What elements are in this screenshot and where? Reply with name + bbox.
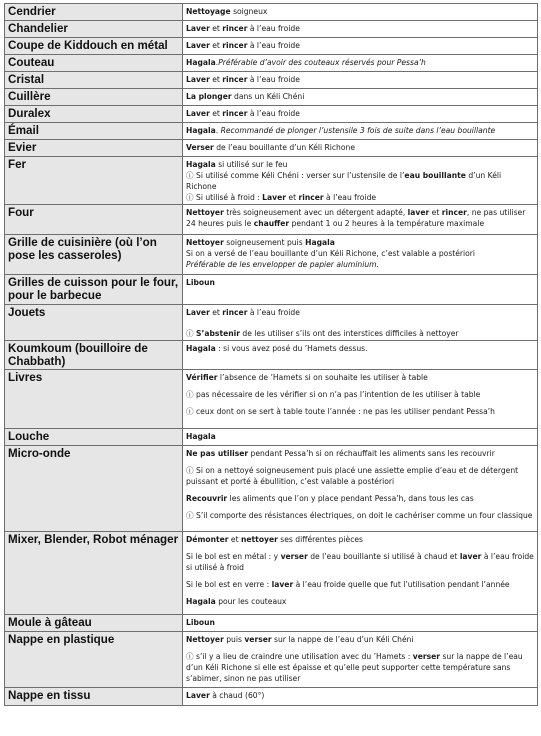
table-row bbox=[5, 157, 538, 205]
bold-text: rincer bbox=[222, 41, 248, 50]
instruction-line bbox=[186, 596, 534, 607]
text-segment: ⓘ pas nécessaire de les vérifier si on n’a pas l’intention de les utiliser à table bbox=[186, 390, 481, 399]
bold-text: Nettoyer bbox=[186, 208, 224, 217]
text-segment: : si vous avez posé du ’Hamets dessus. bbox=[215, 344, 368, 353]
instruction-line bbox=[186, 6, 534, 17]
text-segment: sur la nappe de l’eau d’un Kéli Richone si elle est épaisse et qu’elle peut supporter cette température sans s’abimer, sinon ne pas utiliser bbox=[186, 652, 523, 683]
item-name: Nappe en tissu bbox=[5, 688, 183, 706]
item-instructions bbox=[183, 532, 538, 615]
item-name: Louche bbox=[5, 429, 183, 446]
item-instructions bbox=[183, 615, 538, 632]
instruction-line bbox=[186, 57, 534, 68]
instruction-line bbox=[186, 40, 534, 51]
bold-text: S’abstenir bbox=[196, 329, 240, 338]
bold-text: Vérifier bbox=[186, 373, 218, 382]
text-segment: et bbox=[209, 41, 223, 50]
text-segment: à l’eau froide bbox=[247, 24, 300, 33]
table-row bbox=[5, 615, 538, 632]
bold-text: Laver bbox=[186, 691, 210, 700]
text-segment: si utilisé sur le feu bbox=[215, 160, 288, 169]
instruction-line bbox=[186, 372, 534, 383]
table-row bbox=[5, 38, 538, 55]
bold-text: laver bbox=[407, 208, 430, 217]
text-segment: à l’eau froide bbox=[247, 109, 300, 118]
item-instructions bbox=[183, 275, 538, 305]
table-row bbox=[5, 305, 538, 341]
bold-text: Liboun bbox=[186, 278, 215, 287]
bold-text: rincer bbox=[298, 193, 324, 202]
italic-text: Préférable de les envelopper de papier aluminium. bbox=[186, 260, 379, 269]
text-segment: et bbox=[285, 193, 299, 202]
bold-text: nettoyer bbox=[241, 535, 278, 544]
bold-text: Nettoyer bbox=[186, 238, 224, 247]
text-segment: ⓘ bbox=[186, 329, 197, 338]
instruction-line bbox=[186, 74, 534, 85]
instruction-line bbox=[186, 108, 534, 119]
bold-text: Nettoyage bbox=[186, 7, 231, 16]
bold-text: Laver bbox=[186, 75, 210, 84]
text-segment: pour les couteaux bbox=[215, 597, 287, 606]
bold-text: chauffer bbox=[253, 219, 290, 228]
italic-text: Préférable d’avoir des couteaux réservés pour Pessa’h bbox=[218, 58, 426, 67]
text-segment: Si on a versé de l’eau bouillante d’un Kéli Richone, c’est valable a postériori bbox=[186, 249, 476, 258]
item-name: Coupe de Kiddouch en métal bbox=[5, 38, 183, 55]
text-segment: sur la nappe de l’eau d’un Kéli Chéni bbox=[271, 635, 414, 644]
bold-text: Verser bbox=[186, 143, 214, 152]
bold-text: laver bbox=[271, 580, 294, 589]
item-instructions bbox=[183, 123, 538, 140]
text-segment: et bbox=[209, 308, 223, 317]
item-name: Koumkoum (bouilloire de Chabbath) bbox=[5, 341, 183, 370]
text-segment: ⓘ Si on a nettoyé soigneusement puis placé une assiette emplie d’eau et de détergent puissant et porté à ébullition, c’est valable a postériori bbox=[186, 466, 519, 486]
text-segment: dans un Kéli Chéni bbox=[231, 92, 305, 101]
item-name: Cuillère bbox=[5, 89, 183, 106]
text-segment: pendant Pessa’h si on réchauffait les aliments sans les recouvrir bbox=[248, 449, 495, 458]
text-segment: ⓘ S’il comporte des résistances électriques, on doit le cachériser comme un four classique bbox=[186, 511, 533, 520]
item-name: Four bbox=[5, 205, 183, 235]
item-name: Chandelier bbox=[5, 21, 183, 38]
item-name: Livres bbox=[5, 370, 183, 429]
bold-text: Hagala bbox=[186, 344, 216, 353]
table-row bbox=[5, 532, 538, 615]
table-row bbox=[5, 55, 538, 72]
text-segment: et bbox=[429, 208, 442, 217]
text-segment: . bbox=[215, 126, 221, 135]
instruction-line bbox=[186, 510, 534, 521]
text-segment: et bbox=[228, 535, 241, 544]
text-segment: ⓘ ceux dont on se sert à table toute l’année : ne pas les utiliser pendant Pessa’h bbox=[186, 407, 495, 416]
table-row bbox=[5, 123, 538, 140]
text-segment: de les utiliser s’ils ont des interstices difficiles à nettoyer bbox=[239, 329, 459, 338]
text-segment: ses différentes pièces bbox=[277, 535, 364, 544]
instruction-line bbox=[186, 651, 534, 684]
instruction-line bbox=[186, 343, 534, 354]
bold-text: rincer bbox=[222, 75, 248, 84]
text-segment: soigneusement puis bbox=[223, 238, 306, 247]
instruction-line bbox=[186, 23, 534, 34]
table-row bbox=[5, 205, 538, 235]
italic-text: Recommandé de plonger l’ustensile 3 fois de suite dans l’eau bouillante bbox=[220, 126, 496, 135]
bold-text: rincer bbox=[222, 308, 248, 317]
text-segment: , ne pas utiliser 24 heures puis le bbox=[186, 208, 526, 228]
instruction-line bbox=[186, 328, 534, 339]
text-segment: ⓘ Si utilisé comme Kéli Chéni : verser sur l’ustensile de l’ bbox=[186, 171, 405, 180]
item-instructions bbox=[183, 21, 538, 38]
bold-text: Hagala bbox=[186, 58, 216, 67]
item-name: Micro-onde bbox=[5, 446, 183, 532]
bold-text: Recouvrir bbox=[186, 494, 228, 503]
item-instructions bbox=[183, 106, 538, 123]
instruction-line bbox=[186, 307, 534, 318]
instruction-line bbox=[186, 634, 534, 645]
bold-text: rincer bbox=[222, 109, 248, 118]
text-segment: de l’eau bouillante d’un Kéli Richone bbox=[213, 143, 355, 152]
text-segment: à l’eau froide si utilisé à froid bbox=[186, 552, 534, 572]
instruction-line bbox=[186, 237, 534, 248]
table-row bbox=[5, 21, 538, 38]
item-instructions bbox=[183, 157, 538, 205]
instruction-line bbox=[186, 207, 534, 229]
table-row bbox=[5, 688, 538, 706]
table-row bbox=[5, 106, 538, 123]
text-segment: à l’eau froide quelle que fut l’utilisation pendant l’année bbox=[293, 580, 510, 589]
bold-text: Nettoyer bbox=[186, 635, 224, 644]
item-instructions bbox=[183, 341, 538, 370]
bold-text: Hagala bbox=[186, 597, 216, 606]
table-row bbox=[5, 370, 538, 429]
text-segment: ⓘ s’il y a lieu de craindre une utilisation avec du ’Hamets : bbox=[186, 652, 413, 661]
bold-text: La plonger bbox=[186, 92, 232, 101]
instruction-line bbox=[186, 493, 534, 504]
text-segment: d’un Kéli Richone bbox=[186, 171, 502, 191]
instruction-line bbox=[186, 465, 534, 487]
bold-text: Laver bbox=[262, 193, 286, 202]
bold-text: Hagala bbox=[186, 432, 216, 441]
text-segment: à l’eau froide bbox=[247, 75, 300, 84]
bold-text: Hagala bbox=[186, 126, 216, 135]
text-segment: l’absence de ’Hamets si on souhaite les utiliser à table bbox=[217, 373, 428, 382]
bold-text: eau bouillante bbox=[404, 171, 466, 180]
text-segment: Si le bol est en métal : y bbox=[186, 552, 281, 561]
instruction-line bbox=[186, 125, 534, 136]
table-body bbox=[5, 4, 538, 706]
item-instructions bbox=[183, 632, 538, 688]
item-name: Grille de cuisinière (où l’on pose les casseroles) bbox=[5, 235, 183, 275]
item-instructions bbox=[183, 446, 538, 532]
bold-text: Laver bbox=[186, 41, 210, 50]
bold-text: verser bbox=[244, 635, 272, 644]
table-row bbox=[5, 89, 538, 106]
instruction-line bbox=[186, 170, 534, 192]
bold-text: Démonter bbox=[186, 535, 229, 544]
table-row bbox=[5, 275, 538, 305]
instruction-line bbox=[186, 259, 534, 270]
item-name: Couteau bbox=[5, 55, 183, 72]
table-row bbox=[5, 632, 538, 688]
instruction-line bbox=[186, 192, 534, 203]
instruction-line bbox=[186, 91, 534, 102]
text-segment: à l’eau froide bbox=[323, 193, 377, 202]
item-name: Émail bbox=[5, 123, 183, 140]
table-row bbox=[5, 4, 538, 21]
bold-text: laver bbox=[459, 552, 482, 561]
item-instructions bbox=[183, 235, 538, 275]
item-instructions bbox=[183, 688, 538, 706]
bold-text: rincer bbox=[441, 208, 467, 217]
item-name: Grilles de cuisson pour le four, pour le barbecue bbox=[5, 275, 183, 305]
item-instructions bbox=[183, 4, 538, 21]
table-row bbox=[5, 72, 538, 89]
bold-text: Hagala bbox=[305, 238, 335, 247]
item-name: Fer bbox=[5, 157, 183, 205]
item-instructions bbox=[183, 38, 538, 55]
item-name: Jouets bbox=[5, 305, 183, 341]
text-segment: . bbox=[215, 58, 219, 67]
text-segment: puis bbox=[223, 635, 245, 644]
instruction-line bbox=[186, 159, 534, 170]
text-segment: de l’eau bouillante si utilisé à chaud et bbox=[307, 552, 460, 561]
bold-text: rincer bbox=[222, 24, 248, 33]
item-name: Moule à gâteau bbox=[5, 615, 183, 632]
bold-text: verser bbox=[280, 552, 308, 561]
text-segment: et bbox=[209, 24, 223, 33]
bold-text: Laver bbox=[186, 24, 210, 33]
text-segment: ⓘ Si utilisé à froid : bbox=[186, 193, 263, 202]
bold-text: Laver bbox=[186, 308, 210, 317]
table-row bbox=[5, 140, 538, 157]
instruction-line bbox=[186, 448, 534, 459]
text-segment: et bbox=[209, 109, 223, 118]
item-name: Evier bbox=[5, 140, 183, 157]
table-row bbox=[5, 235, 538, 275]
text-segment: et bbox=[209, 75, 223, 84]
instruction-line bbox=[186, 551, 534, 573]
instruction-line bbox=[186, 142, 534, 153]
bold-text: Ne pas utiliser bbox=[186, 449, 249, 458]
item-name: Mixer, Blender, Robot ménager bbox=[5, 532, 183, 615]
table-row bbox=[5, 341, 538, 370]
instruction-line bbox=[186, 690, 534, 701]
instruction-line bbox=[186, 277, 534, 288]
text-segment: les aliments que l’on y place pendant Pessa’h, dans tous les cas bbox=[227, 494, 474, 503]
item-instructions bbox=[183, 89, 538, 106]
table-row bbox=[5, 429, 538, 446]
item-name: Cendrier bbox=[5, 4, 183, 21]
item-name: Cristal bbox=[5, 72, 183, 89]
item-instructions bbox=[183, 370, 538, 429]
text-segment: soigneux bbox=[230, 7, 268, 16]
instruction-line bbox=[186, 248, 534, 259]
item-name: Duralex bbox=[5, 106, 183, 123]
instruction-line bbox=[186, 579, 534, 590]
instruction-line bbox=[186, 534, 534, 545]
text-segment: pendant 1 ou 2 heures à la température maximale bbox=[289, 219, 485, 228]
item-instructions bbox=[183, 55, 538, 72]
item-instructions bbox=[183, 205, 538, 235]
table-row bbox=[5, 446, 538, 532]
text-segment: Si le bol est en verre : bbox=[186, 580, 272, 589]
item-instructions bbox=[183, 140, 538, 157]
item-instructions bbox=[183, 305, 538, 341]
instruction-line bbox=[186, 431, 534, 442]
instruction-line bbox=[186, 389, 534, 400]
bold-text: verser bbox=[412, 652, 441, 661]
bold-text: Laver bbox=[186, 109, 210, 118]
instruction-line bbox=[186, 406, 534, 417]
text-segment: très soigneusement avec un détergent adapté, bbox=[223, 208, 408, 217]
item-name: Nappe en plastique bbox=[5, 632, 183, 688]
item-instructions bbox=[183, 72, 538, 89]
text-segment: à chaud (60°) bbox=[209, 691, 265, 700]
bold-text: Hagala bbox=[186, 160, 216, 169]
instruction-line bbox=[186, 617, 534, 628]
text-segment: à l’eau froide bbox=[247, 308, 300, 317]
item-instructions bbox=[183, 429, 538, 446]
cleaning-table bbox=[4, 3, 538, 706]
bold-text: Liboun bbox=[186, 618, 215, 627]
text-segment: à l’eau froide bbox=[247, 41, 300, 50]
